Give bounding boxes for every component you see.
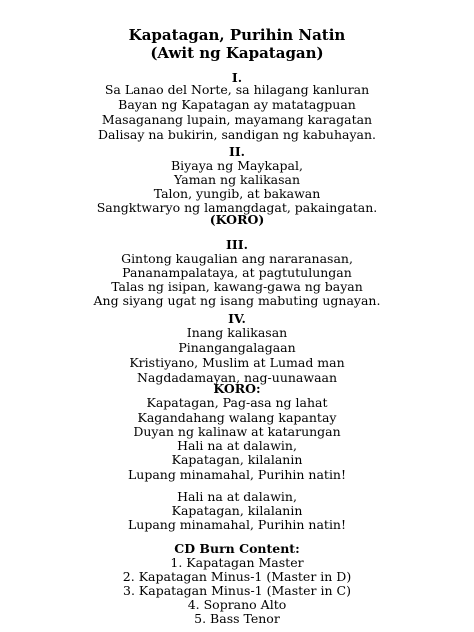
stanza-2-line: Yaman ng kalikasan xyxy=(173,172,301,187)
stanza-2-line: Biyaya ng Maykapal, xyxy=(171,158,303,173)
stanza-1-line: Bayan ng Kapatagan ay matatagpuan xyxy=(118,97,356,112)
stanza-3-label: III. xyxy=(226,237,248,252)
cd-item: 3. Kapatagan Minus-1 (Master in C) xyxy=(123,583,351,598)
stanza-3-line: Gintong kaugalian ang nararanasan, xyxy=(121,251,353,266)
stanza-4-line: Inang kalikasan xyxy=(186,325,288,340)
song-subtitle: (Awit ng Kapatagan) xyxy=(150,44,324,62)
stanza-3-line: Talas ng isipan, kawang-gawa ng bayan xyxy=(111,279,363,294)
koro-line: Hali na at dalawin, xyxy=(177,438,297,453)
cd-item: 4. Soprano Alto xyxy=(187,597,287,612)
stanza-4-line: Kristiyano, Muslim at Lumad man xyxy=(129,355,345,370)
stanza-1-line: Dalisay na bukirin, sandigan ng kabuhayan. xyxy=(98,127,376,142)
stanza-4-line: Nagdadamayan, nag-uunawaan xyxy=(136,370,338,385)
koro-marker: (KORO) xyxy=(209,212,265,227)
stanza-2-line: Sangktwaryo ng lamangdagat, pakaingatan. xyxy=(96,200,378,215)
song-title: Kapatagan, Purihin Natin xyxy=(128,26,346,44)
stanza-3-line: Ang siyang ugat ng isang mabuting ugnayan. xyxy=(93,293,381,308)
cd-content-label: CD Burn Content: xyxy=(174,541,300,556)
stanza-4-label: IV. xyxy=(228,311,246,326)
stanza-2-label: II. xyxy=(228,144,246,159)
stanza-3-line: Pananampalataya, at pagtutulungan xyxy=(122,265,352,280)
cd-item: 2. Kapatagan Minus-1 (Master in D) xyxy=(122,569,352,584)
stanza-1-label: I. xyxy=(231,70,243,85)
cd-item: 5. Bass Tenor xyxy=(194,611,280,626)
koro-label: KORO: xyxy=(213,381,261,396)
koro-line: Kapatagan, kilalanin xyxy=(171,452,303,467)
koro-line: Duyan ng kalinaw at katarungan xyxy=(133,424,341,439)
stanza-4-line: Pinangangalagaan xyxy=(178,340,296,355)
koro-repeat-line: Kapatagan, kilalanin xyxy=(171,503,303,518)
koro-repeat-line: Hali na at dalawin, xyxy=(177,489,297,504)
koro-line: Kapatagan, Pag-asa ng lahat xyxy=(146,395,328,410)
stanza-1-line: Masaganang lupain, mayamang karagatan xyxy=(101,112,373,127)
koro-line: Lupang minamahal, Purihin natin! xyxy=(127,467,347,482)
stanza-1-line: Sa Lanao del Norte, sa hilagang kanluran xyxy=(104,82,370,97)
stanza-2-line: Talon, yungib, at bakawan xyxy=(153,186,321,201)
koro-repeat-line: Lupang minamahal, Purihin natin! xyxy=(127,517,347,532)
cd-item: 1. Kapatagan Master xyxy=(170,555,304,570)
koro-line: Kagandahang walang kapantay xyxy=(137,410,337,425)
